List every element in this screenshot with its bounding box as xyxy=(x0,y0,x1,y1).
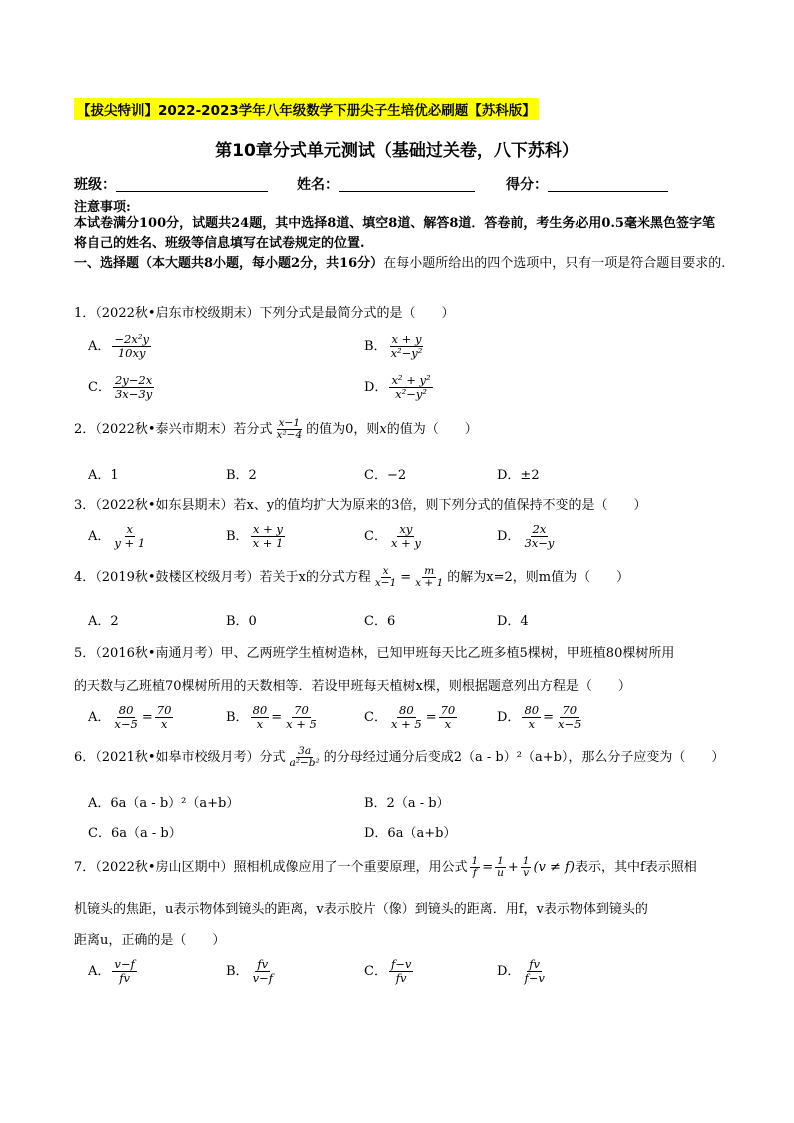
numerator: fv xyxy=(529,957,541,971)
denominator: fv xyxy=(119,971,130,985)
q4-option-b[interactable]: B．0 xyxy=(226,614,257,629)
score-blank[interactable] xyxy=(548,177,668,192)
q7-condition: (v ≠ f) xyxy=(533,860,575,875)
fraction xyxy=(251,704,270,731)
numerator: 80 xyxy=(524,703,540,717)
numerator: 2x xyxy=(532,522,547,536)
q4-stem-pre: 4．（2019秋•鼓楼区校级月考）若关于x的分式方程 xyxy=(74,570,371,585)
option-label: D． xyxy=(497,710,521,725)
option-label: D． xyxy=(364,380,388,395)
fraction xyxy=(112,704,139,731)
q5-option-b[interactable]: B． $\frac{80}{x}$ = $\frac{70}{x + 5}$ xyxy=(226,703,317,731)
q6-stem-post: 的分母经过通分后变成2（a - b）²（a+b），那么分子应变为（ ） xyxy=(323,750,725,765)
q6-option-a[interactable]: A．6a（a - b）²（a+b） xyxy=(88,796,240,811)
q4-option-d[interactable]: D．4 xyxy=(497,614,529,629)
q5-option-d[interactable]: D． $\frac{80}{x}$ = $\frac{70}{x-5}$ xyxy=(497,703,582,731)
option-label: A． xyxy=(88,529,111,544)
denominator: x xyxy=(528,717,535,731)
q4-option-c[interactable]: C．6 xyxy=(364,614,396,629)
class-label: 班级： xyxy=(74,177,116,193)
numerator: f−v xyxy=(390,957,412,971)
class-blank[interactable] xyxy=(116,177,268,192)
denominator: u xyxy=(497,867,504,879)
numerator: 1 xyxy=(471,855,479,867)
q1-option-b[interactable] xyxy=(364,333,426,360)
denominator: fv xyxy=(395,971,407,985)
numerator: 70 xyxy=(440,703,456,717)
denominator: 3x−y xyxy=(524,536,555,550)
numerator: x + y xyxy=(252,522,283,536)
name-label: 姓名： xyxy=(297,177,339,193)
numerator: v−f xyxy=(114,957,135,971)
option-label: A． xyxy=(88,964,111,979)
option-label: D． xyxy=(497,964,521,979)
series-banner: 【拔尖特训】2022-2023学年八年级数学下册尖子生培优必刷题【苏科版】 xyxy=(74,98,539,120)
equals-sign: = xyxy=(400,570,412,585)
section1-intro xyxy=(74,254,726,274)
numerator: −2x²y xyxy=(114,332,149,346)
fraction xyxy=(389,374,432,401)
q7-stem-line3: 距离u，正确的是（ ） xyxy=(74,933,226,948)
q5-stem-line2: 的天数与乙班植70棵树所用的天数相等．若设甲班每天植树x棵，则根据题意列出方程是（ ） xyxy=(74,679,631,694)
fraction xyxy=(470,856,481,879)
numerator: fv xyxy=(257,957,269,971)
q7-option-b[interactable] xyxy=(226,958,277,985)
notes-heading: 注意事项: xyxy=(74,200,131,215)
fraction xyxy=(439,704,458,731)
section1-heading: 一、选择题（本大题共8小题，每小题2分，共16分） xyxy=(74,256,384,271)
fraction xyxy=(389,704,424,731)
numerator: m xyxy=(424,565,435,577)
q4-option-a[interactable]: A．2 xyxy=(88,614,119,629)
denominator: x + 1 xyxy=(252,536,284,550)
q3-option-c[interactable] xyxy=(364,523,425,550)
fraction xyxy=(288,746,322,769)
numerator: x−1 xyxy=(278,417,301,429)
denominator: x xyxy=(444,717,452,731)
q4-stem-post: 的解为x=2，则m值为（ ） xyxy=(447,570,630,585)
q7-stem-line2: 机镜头的焦距，u表示物体到镜头的距离，v表示胶片（像）到镜头的距离．用f，v表示物体到镜头的 xyxy=(74,902,648,917)
fraction xyxy=(275,418,305,441)
option-label: B． xyxy=(226,964,249,979)
q3-option-d[interactable] xyxy=(497,523,558,550)
q6-stem xyxy=(74,746,724,769)
option-label: A． xyxy=(88,710,111,725)
q7-option-d[interactable] xyxy=(497,958,549,985)
option-label: A． xyxy=(88,339,111,354)
q6-stem-pre: 6．（2021秋•如皋市校级月考）分式 xyxy=(74,750,286,765)
numerator: x xyxy=(126,522,134,536)
fraction xyxy=(522,958,546,985)
numerator: 70 xyxy=(156,703,172,717)
denominator: f−v xyxy=(524,971,545,985)
fraction xyxy=(522,704,541,731)
fraction xyxy=(389,333,425,360)
numerator: 70 xyxy=(294,703,309,717)
denominator: x xyxy=(256,717,264,731)
q2-stem-mid: 的值为0，则 xyxy=(306,422,380,437)
q6-option-b[interactable]: B．2（a - b） xyxy=(364,796,450,811)
denominator: x−5 xyxy=(114,717,138,731)
fraction xyxy=(284,704,319,731)
denominator: f xyxy=(472,867,477,879)
q1-stem: 1．（2022秋•启东市校级期末）下列分式是最简分式的是（ ） xyxy=(74,306,455,321)
section1-instructions: 在每小题所给出的四个选项中，只有一项是符合题目要求的. xyxy=(383,256,726,271)
q2-stem-post: 的值为（ ） xyxy=(386,422,478,437)
fraction xyxy=(556,704,583,731)
denominator: v xyxy=(523,867,530,879)
option-label: C． xyxy=(88,380,111,395)
fraction xyxy=(413,566,445,589)
q2-stem xyxy=(74,418,478,441)
q5-option-c[interactable]: C． $\frac{80}{x + 5}$ = $\frac{70}{x}$ xyxy=(364,703,456,731)
q6-option-d[interactable]: D．6a（a+b） xyxy=(364,826,457,841)
fraction xyxy=(373,566,398,589)
denominator: x + 5 xyxy=(286,717,317,731)
q7-stem-post: 表示，其中f表示照相 xyxy=(574,860,697,875)
q3-stem: 3．（2022秋•如东县期末）若x、y的值均扩大为原来的3倍，则下列分式的值保持不变的是（ ） xyxy=(74,498,647,513)
q2-variable: x xyxy=(379,422,387,437)
fraction xyxy=(251,958,275,985)
option-label: B． xyxy=(226,529,249,544)
q7-stem-line1 xyxy=(74,856,697,879)
numerator: x xyxy=(382,565,389,577)
numerator: 80 xyxy=(252,703,268,717)
numerator: 1 xyxy=(497,855,504,867)
option-label: C． xyxy=(364,964,387,979)
numerator: 3a xyxy=(298,745,312,757)
option-label: C． xyxy=(364,710,387,725)
numerator: x + y xyxy=(391,332,422,346)
q7-stem-pre: 7．（2022秋•房山区期中）照相机成像应用了一个重要原理，用公式 xyxy=(74,860,468,875)
numerator: 70 xyxy=(562,703,578,717)
q2-stem-pre: 2．（2022秋•泰兴市期末）若分式 xyxy=(74,422,273,437)
score-label: 得分： xyxy=(506,177,548,193)
denominator: 10xy xyxy=(117,346,146,360)
option-label: B． xyxy=(364,339,387,354)
denominator: x xyxy=(160,717,168,731)
q2-option-d[interactable]: D．±2 xyxy=(497,468,540,483)
q6-option-c[interactable]: C．6a（a - b） xyxy=(88,826,182,841)
denominator: x²−y² xyxy=(390,346,423,360)
fraction xyxy=(251,523,286,550)
denominator: x−1 xyxy=(374,577,397,589)
numerator: 80 xyxy=(399,703,414,717)
denominator: x + y xyxy=(390,536,421,550)
q5-option-a[interactable]: A． $\frac{80}{x-5}$ = $\frac{70}{x}$ xyxy=(88,703,172,731)
score-field xyxy=(506,174,668,194)
fraction xyxy=(113,374,154,401)
equals-sign: = xyxy=(482,860,494,875)
name-blank[interactable] xyxy=(339,177,475,192)
q7-option-a[interactable] xyxy=(88,958,139,985)
q2-option-c[interactable]: C．−2 xyxy=(364,468,407,483)
denominator: x²−y² xyxy=(395,387,427,401)
page-title: 第10章分式单元测试（基础过关卷，八下苏科） xyxy=(215,141,579,161)
fraction xyxy=(389,958,413,985)
q3-option-b[interactable] xyxy=(226,523,287,550)
denominator: x + 5 xyxy=(390,717,422,731)
option-label: C． xyxy=(364,529,387,544)
numerator: 1 xyxy=(522,855,530,867)
denominator: x + 1 xyxy=(415,577,444,589)
numerator: 2y−2x xyxy=(114,373,153,387)
denominator: y + 1 xyxy=(114,536,146,550)
notes-text: 本试卷满分100分，试题共24题，其中选择8道、填空8道、解答8道．答卷前，考生务必用0.5毫米黑色签字笔将自己的姓名、班级等信息填写在试卷规定的位置. xyxy=(74,216,715,251)
fraction xyxy=(112,333,151,360)
q2-option-b[interactable]: B．2 xyxy=(226,468,257,483)
plus-sign: + xyxy=(507,860,519,875)
class-field xyxy=(74,174,268,194)
q7-option-c[interactable] xyxy=(364,958,415,985)
numerator: xy xyxy=(399,522,413,536)
q2-option-a[interactable]: A．1 xyxy=(88,468,119,483)
name-field xyxy=(297,174,475,194)
denominator: x²−4 xyxy=(276,429,303,441)
q3-option-a[interactable] xyxy=(88,523,149,550)
q4-stem xyxy=(74,566,629,589)
denominator: v−f xyxy=(252,971,273,985)
fraction xyxy=(522,523,556,550)
numerator: 80 xyxy=(118,703,134,717)
option-label: D． xyxy=(497,529,521,544)
fraction xyxy=(112,958,136,985)
q5-stem-line1: 5．（2016秋•南通月考）甲、乙两班学生植树造林，已知甲班每天比乙班多植5棵树，甲班植80棵树所用 xyxy=(74,646,675,661)
denominator: a²−b² xyxy=(289,757,320,769)
q1-option-d[interactable] xyxy=(364,374,435,401)
fraction xyxy=(495,856,506,879)
denominator: 3x−3y xyxy=(114,387,153,401)
fraction xyxy=(112,523,147,550)
q1-option-c[interactable] xyxy=(88,374,156,401)
fraction xyxy=(521,856,532,879)
option-label: B． xyxy=(226,710,249,725)
fraction xyxy=(155,704,174,731)
numerator: x² + y² xyxy=(391,373,431,387)
q1-option-a[interactable] xyxy=(88,333,153,360)
fraction xyxy=(389,523,423,550)
denominator: x−5 xyxy=(557,717,582,731)
